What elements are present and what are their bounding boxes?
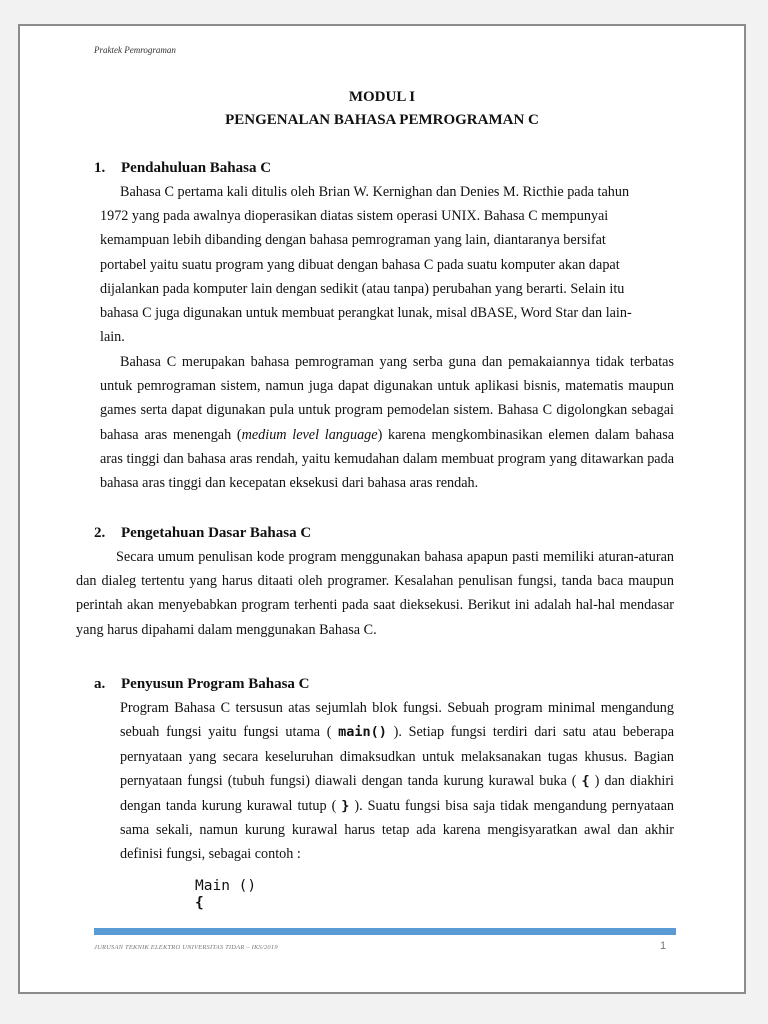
page-number: 1 bbox=[660, 940, 667, 952]
section-1-heading bbox=[94, 160, 271, 177]
section-1-paragraph-1 bbox=[100, 180, 674, 349]
section-1-number: 1. bbox=[94, 160, 106, 176]
paragraph-line: bahasa C juga digunakan untuk membuat perangkat lunak, misal dBASE, Word Star dan lain- bbox=[100, 305, 632, 322]
brace-open: { bbox=[581, 773, 590, 790]
section-1-paragraph-2: Bahasa C merupakan bahasa pemrograman yang serba guna dan pemakaiannya tidak terbatas untuk pemrograman sistem, namun juga dapat digunakan untuk aplikasi bisnis, matematis maupun games serta dapat digunakan pula untuk program pemodelan sistem. Bahasa C digolongkan sebagai bahasa aras menengah (medium level language) karena mengkombinasikan elemen dalam bahasa aras tinggi dan bahasa aras rendah, yaitu kemudahan dalam membuat program yang ditawarkan pada bahasa aras tinggi dan kecepatan eksekusi dari bahasa aras rendah. bbox=[100, 354, 675, 492]
paragraph-line: lain. bbox=[100, 329, 125, 346]
brace-close: } bbox=[341, 797, 350, 814]
module-title: MODUL I bbox=[348, 89, 416, 105]
section-2-title: Pengetahuan Dasar Bahasa C bbox=[121, 525, 312, 541]
section-2-heading bbox=[94, 525, 311, 542]
section-2-number: 2. bbox=[94, 525, 106, 541]
paragraph-line: 1972 yang pada awalnya dioperasikan diatas sistem operasi UNIX. Bahasa C mempunyai bbox=[100, 208, 609, 225]
footer-rule bbox=[94, 928, 676, 935]
section-a-heading bbox=[94, 676, 310, 693]
section-1-title: Pendahuluan Bahasa C bbox=[121, 160, 272, 176]
section-2-paragraph: Secara umum penulisan kode program menggunakan bahasa apapun pasti memiliki aturan-aturan dan dialeg tertentu yang harus ditaati oleh programer. Kesalahan penulisan fungsi, tanda baca maupun perintah akan menyebabkan program terhenti pada saat dieksekusi. Berikut ini adalah hal-hal mendasar yang harus dipahami dalam menggunakan Bahasa C. bbox=[76, 549, 674, 638]
code-line-2: { bbox=[195, 895, 204, 911]
italic-term: medium level language bbox=[241, 426, 378, 443]
module-subtitle: PENGENALAN BAHASA PEMROGRAMAN C bbox=[225, 112, 539, 128]
code-line-1: Main () bbox=[195, 878, 257, 894]
code-main: main() bbox=[338, 724, 387, 741]
footer-text: JURUSAN TEKNIK ELEKTRO UNIVERSITAS TIDAR – IKS/2019 bbox=[94, 944, 278, 951]
section-a-letter: a. bbox=[94, 676, 106, 692]
document-page bbox=[18, 24, 746, 994]
paragraph-line: kemampuan lebih dibanding dengan bahasa pemrograman yang lain, diantaranya bersifat bbox=[100, 232, 606, 249]
paragraph-line: dijalankan pada komputer lain dengan sedikit (atau tanpa) perubahan yang berarti. Selain itu bbox=[100, 280, 625, 297]
running-header: Praktek Pemrograman bbox=[94, 45, 176, 55]
paragraph-line: Bahasa C pertama kali ditulis oleh Brian W. Kernighan dan Denies M. Ricthie pada tahun bbox=[120, 184, 630, 200]
section-a-paragraph: Program Bahasa C tersusun atas sejumlah blok fungsi. Sebuah program minimal mengandung sebuah fungsi yaitu fungsi utama ( main() ). Setiap fungsi terdiri dari satu atau beberapa pernyataan yang secara keseluruhan dimaksudkan untuk melaksanakan tugas khusus. Bagian pernyataan fungsi (tubuh fungsi) diawali dengan tanda kurung kurawal buka ( { ) dan diakhiri dengan tanda kurung kurawal tutup ( } ). Suatu fungsi bisa saja tidak mengandung pernyataan sama sekali, namun kurung kurawal harus tetap ada karena mengisyaratkan awal dan akhir definisi fungsi, sebagai contoh : bbox=[120, 700, 674, 863]
section-a-title: Penyusun Program Bahasa C bbox=[121, 676, 310, 692]
paragraph-line: portabel yaitu suatu program yang dibuat dengan bahasa C pada suatu komputer akan dapat bbox=[100, 256, 620, 273]
